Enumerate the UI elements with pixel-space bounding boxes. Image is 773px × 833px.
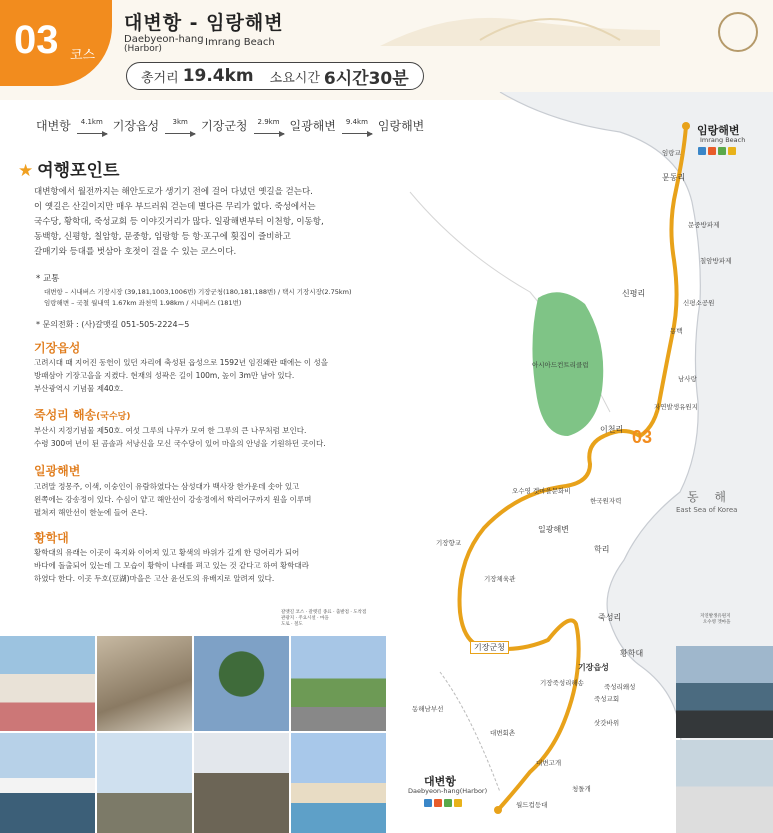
route-stop: 기장읍성: [112, 119, 160, 133]
map-label: 기장읍성: [578, 663, 609, 672]
parking-icon: [424, 799, 432, 807]
section-body: 고려말 정몽주, 이색, 이숭인이 유람하였다는 삼성대가 백사장 한가운데 솟아 있고 왼쪽에는 강송정이 있다. 수심이 얕고 해안선이 강송정에서 학리어구까지 원을 이루며 펼쳐져 해안선이 한눈에 들어 온다.: [34, 482, 312, 517]
map-label: 월드컵등대: [516, 801, 548, 809]
map-label: 동백: [670, 327, 683, 335]
section-title: 황학대: [34, 531, 69, 545]
map-label: 기장군청: [470, 641, 509, 654]
photo-beach: [291, 733, 386, 833]
info-icon: [728, 147, 736, 155]
distance-value: 19.4km: [182, 66, 254, 86]
segment-distance: 2.9km: [257, 118, 280, 126]
section-body: 부산시 지정기념물 제50호. 여섯 그루의 나무가 모여 한 그루의 큰 나무처럼 보인다. 수령 300여 년이 된 곰솔과 서낭신을 모신 국수당이 있어 마을의 안녕을 기원하던 곳이다.: [34, 426, 326, 448]
intro-line: 이 옛길은 산길이지만 매우 부드러워 걷는데 별다른 무리가 없다. 죽성에서는: [34, 202, 316, 212]
food-icon: [718, 147, 726, 155]
sea-label-en: East Sea of Korea: [676, 506, 738, 514]
route-segment: [342, 118, 372, 134]
route-segment: [254, 118, 284, 134]
map-label: 기장체육관: [484, 575, 516, 583]
traffic-line: 대변항 – 시내버스 기장시장 (39,181,1003,1006번) 기장군청(180,181,188번) / 택시 기장시장(2.75km): [44, 288, 352, 296]
facility-icons: [424, 799, 462, 807]
map-label: 대변고개: [536, 759, 562, 767]
course-unit: 코스: [70, 48, 96, 63]
star-icon: ★: [18, 161, 34, 181]
intro-line: 대변항에서 월전까지는 해안도로가 생기기 전에 걸어 다녔던 옛길을 걷는다.: [34, 187, 313, 197]
info-icon: [454, 799, 462, 807]
sea-label: 동 해: [687, 490, 732, 504]
map-label: 대변회촌: [490, 729, 516, 737]
map-legend: 갈맷길 코스 · 갈맷길 종료 · 출발점 · 도착점 관광지 · 주요시설 · 마을 도로 · 철도: [281, 610, 367, 627]
photo-green-field: [291, 636, 386, 731]
map-label: 문중방파제: [688, 221, 720, 229]
time-label: 소요시간: [269, 70, 320, 86]
park-label: 아시아드컨트리클럽: [532, 361, 589, 369]
segment-distance: 9.4km: [345, 118, 368, 126]
map-label: 일광해변: [538, 525, 569, 534]
section-body: 고려시대 때 지어진 동헌이 있던 자리에 축성된 읍성으로 1592년 임진왜란 때에는 이 성을 방패삼아 기장고을을 지켰다. 현재의 성곽은 길이 100m, 높이 3m만 남아 있다. 부산광역시 기념물 제40호.: [34, 358, 329, 393]
route-stop: 일광해변: [289, 119, 336, 133]
galmaetgil-logo-icon: [718, 12, 758, 52]
route-segment: [77, 118, 107, 134]
map-label: 청돌개: [572, 785, 591, 793]
photo-seafood-market: [97, 636, 192, 731]
photo-lone-tree: [97, 733, 192, 833]
start-name-en-sub: (Harbor): [124, 44, 162, 54]
map-label: 기장향교: [436, 539, 462, 547]
route-stop: 임랑해변: [377, 119, 425, 133]
toilet-icon: [708, 147, 716, 155]
map-label: 삿갓바위: [594, 719, 620, 727]
map-label: 죽성리왜성: [604, 683, 636, 691]
traffic-title: * 교통: [36, 274, 60, 284]
intro-line: 갈매기와 등대를 벗삼아 호젓이 걸을 수 있는 코스이다.: [34, 247, 237, 257]
photo-fortress: [194, 733, 289, 833]
map-label: 신평리: [622, 289, 646, 298]
route-strip: [36, 117, 424, 134]
decorative-hill-graphic: [380, 0, 660, 46]
route-end-dot: [682, 122, 690, 130]
map-label: 문동리: [662, 173, 686, 182]
map-label: 신평소공원: [683, 299, 715, 307]
toilet-icon: [434, 799, 442, 807]
course-summary: [126, 62, 424, 90]
route-segment: [165, 118, 195, 134]
map-label: 칠암방파제: [700, 257, 732, 265]
section-title: 기장읍성: [34, 341, 81, 355]
map-label: 기장죽성리해송: [540, 679, 584, 687]
course-number: 03: [14, 18, 59, 62]
contact-phone: * 문의전화 : (사)갈맷길 051-505-2224~5: [36, 320, 190, 329]
intro-line: 국수당, 황학대, 죽성교회 등 이야깃거리가 많다. 일광해변부터 이천항, 이동항,: [34, 217, 324, 227]
photo-monument: [676, 740, 773, 833]
food-icon: [444, 799, 452, 807]
photo-pine-tree: [194, 636, 289, 731]
segment-distance: 3km: [172, 118, 188, 126]
map-label: 이천리: [600, 425, 624, 434]
section-title: 죽성리 해송(국수당): [34, 408, 131, 422]
intro-line: 동백항, 신평항, 칠암항, 문중항, 임랑항 등 항·포구에 횟집이 즐비하고: [34, 232, 291, 242]
parking-icon: [698, 147, 706, 155]
route-stop: 대변항: [36, 119, 71, 133]
start-name-en: Daebyeon-hang: [124, 34, 204, 45]
distance-label: 총거리: [141, 70, 179, 86]
course-marker: 03: [632, 427, 653, 447]
section-title: 일광해변: [34, 464, 81, 478]
arrow-right-icon: [165, 126, 195, 134]
course-title: 대변항 - 임랑해변: [124, 12, 284, 34]
map-end-label: 임랑해변: [697, 124, 740, 137]
map-legend-right: 지연발생유원지 오수영 겟마을: [700, 614, 731, 625]
section-body: 황학대의 유래는 이곳이 육지와 이어져 있고 황색의 바위가 길게 한 덩어리가 되어 바다에 돌출되어 있는데 그 모습이 황학이 나래를 펴고 있는 것 같다고 하여 황학대라 하였다 한다. 이곳 두호(豆湖)마을은 고산 윤선도의 유배지로 알려져 있다.: [34, 548, 309, 583]
header: [0, 0, 773, 100]
facility-icons: [698, 147, 736, 155]
map-label: 오수영 겟마을문화비: [512, 487, 571, 495]
galmaetgil-route: [460, 126, 687, 810]
map-start-label-en: Daebyeon-hang(Harbor): [408, 787, 488, 795]
map-label: 동해남부선: [412, 705, 444, 713]
end-name-en: Imrang Beach: [205, 37, 275, 48]
arrow-right-icon: [342, 126, 372, 134]
photo-harbor-festival: [0, 636, 95, 731]
route-start-dot: [494, 806, 502, 814]
traffic-line: 임랑해변 – 국철 월내역 1.67km 좌천역 1.98km / 시내버스 (181번): [44, 299, 242, 307]
map-label: 임랑교: [662, 149, 681, 157]
map-label: 학리: [594, 545, 610, 554]
map-label: 황학대: [620, 649, 644, 658]
photo-waves: [0, 733, 95, 833]
map-label: 자연발생유원지: [654, 403, 698, 411]
map-label: 죽성교회: [594, 695, 620, 703]
time-value: 6시간30분: [323, 68, 409, 89]
arrow-right-icon: [77, 126, 107, 134]
map-label: 죽성리: [598, 613, 622, 622]
map-label: 한국원자력: [590, 497, 622, 505]
arrow-right-icon: [254, 126, 284, 134]
map-end-label-en: Imrang Beach: [700, 136, 746, 144]
map-label: 남사랑: [678, 375, 697, 383]
course-badge: [0, 0, 112, 86]
photo-rocky-coast: [676, 646, 773, 738]
route-stop: 기장군청: [201, 119, 248, 133]
points-heading: ★ 여행포인트: [18, 161, 120, 181]
segment-distance: 4.1km: [80, 118, 103, 126]
map-start-label: 대변항: [424, 775, 456, 788]
